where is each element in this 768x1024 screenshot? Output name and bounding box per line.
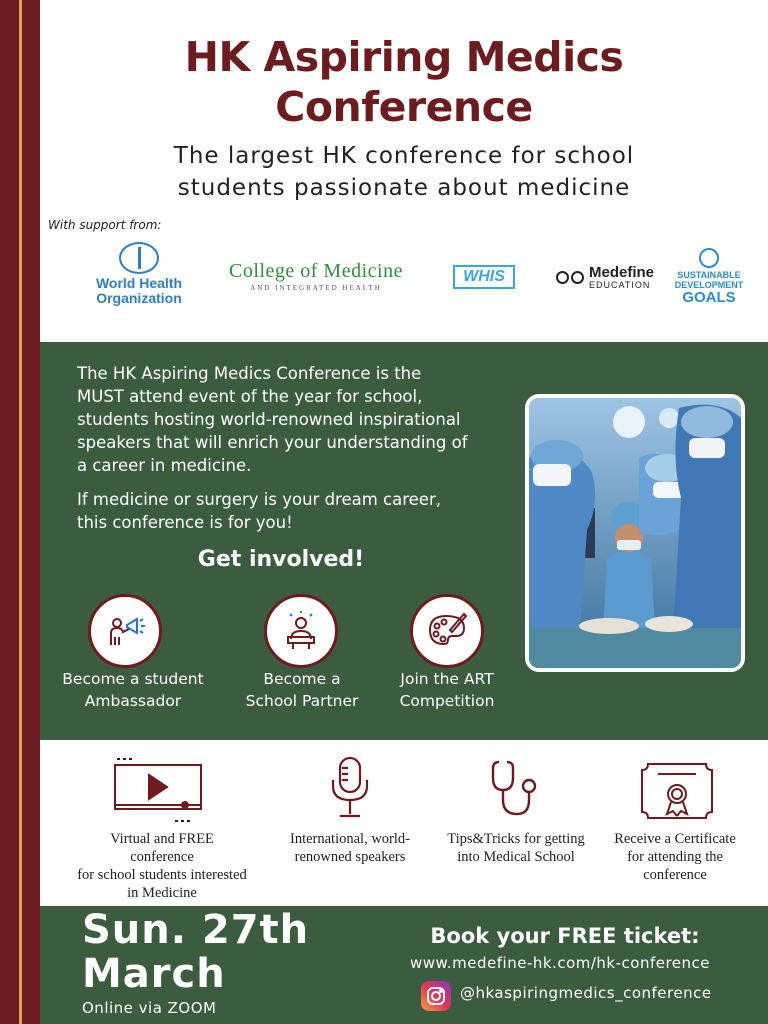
event-date-line-1: Sun. 27th: [82, 907, 310, 953]
intro-text: [77, 362, 469, 545]
speakers-label-line-1: International, world-: [290, 831, 410, 847]
whis-logo-text: WHIS: [453, 265, 515, 289]
college-logo-main: College of Medicine: [229, 260, 403, 282]
title-line-2: Conference: [275, 83, 533, 131]
subtitle-line-1: The largest HK conference for school: [173, 143, 635, 169]
sdg-line-2: DEVELOPMENT: [674, 280, 744, 290]
college-of-medicine-logo: [204, 256, 428, 296]
megaphone-person-icon[interactable]: [88, 594, 162, 668]
tips-tricks-label-line-2: into Medical School: [457, 849, 575, 865]
subtitle-line-2: students passionate about medicine: [177, 175, 631, 201]
art-palette-icon[interactable]: [410, 594, 484, 668]
instagram-handle[interactable]: @hkaspiringmedics_conference: [460, 984, 712, 1002]
medefine-sub: EDUCATION: [588, 279, 651, 290]
subtitle: [40, 140, 768, 204]
left-gold-line: [19, 0, 22, 1024]
medefine-logo-text: [589, 265, 654, 290]
sdg-line-1: SUSTAINABLE: [677, 270, 741, 280]
certificate-icon: [640, 762, 714, 824]
speakers-label: [265, 830, 435, 866]
ambassador-label-line-1: Become a student: [62, 670, 204, 688]
who-emblem-icon: [119, 242, 159, 274]
who-line-1: World Health: [95, 275, 183, 291]
intro-paragraph-1: The HK Aspiring Medics Conference is the MUST attend event of the year for school, students hosting world-renowned inspirational speakers that will enrich your understanding of a career in medicine.: [77, 364, 468, 475]
art-competition-label-line-2: Competition: [399, 692, 495, 710]
who-line-2: Organization: [96, 290, 182, 306]
virtual-free-label-line-1: Virtual and FREE conference: [110, 831, 214, 865]
art-competition-label: [362, 668, 532, 712]
who-logo-text: [96, 276, 182, 306]
virtual-free-label-line-2: for school students interested: [77, 867, 247, 883]
school-partner-label-line-1: Become a: [263, 670, 341, 688]
virtual-free-label: [77, 830, 247, 902]
virtual-free-label-line-3: in Medicine: [127, 885, 197, 901]
event-date: [82, 908, 309, 996]
certificate-label: [590, 830, 760, 884]
event-date-line-2: March: [82, 951, 226, 997]
medefine-name: Medefine: [588, 263, 654, 281]
title-line-1: HK Aspiring Medics: [184, 33, 624, 81]
ambassador-label-line-2: Ambassador: [84, 692, 182, 710]
intro-paragraph-2: If medicine or surgery is your dream career, this conference is for you!: [77, 490, 441, 532]
certificate-label-line-1: Receive a Certificate: [614, 831, 736, 847]
conference-url-link[interactable]: www.medefine-hk.com/hk-conference: [409, 954, 711, 972]
art-competition-label-line-1: Join the ART: [400, 670, 494, 688]
microphone-icon: [328, 756, 372, 824]
medefine-circle-icon: [571, 271, 584, 284]
tips-tricks-label-line-1: Tips&Tricks for getting: [447, 831, 585, 847]
surgery-photo: [525, 394, 745, 672]
page-title: [40, 32, 768, 132]
sdg-logo: [670, 246, 748, 308]
medefine-circle-icon: [556, 271, 569, 284]
who-logo: [86, 238, 192, 310]
stethoscope-icon: [489, 758, 541, 824]
certificate-label-line-2: for attending the: [627, 849, 723, 865]
ambassador-label: [48, 668, 218, 712]
speakers-label-line-2: renowned speakers: [294, 849, 406, 865]
video-player-icon: [113, 755, 205, 831]
get-involved-heading: Get involved!: [197, 547, 365, 572]
instagram-icon[interactable]: [421, 981, 451, 1011]
medefine-logo: [546, 262, 664, 292]
certificate-label-line-3: conference: [643, 867, 707, 883]
college-logo-sub: AND INTEGRATED HEALTH: [250, 284, 382, 292]
school-partner-label-line-2: School Partner: [245, 692, 359, 710]
online-via-zoom: Online via ZOOM: [82, 999, 217, 1017]
book-ticket-heading: Book your FREE ticket:: [430, 924, 700, 948]
sdg-goals: GOALS: [682, 289, 736, 306]
support-label: With support from:: [48, 218, 162, 232]
whis-logo: [444, 258, 524, 296]
un-emblem-icon: [699, 248, 719, 268]
tips-tricks-label: [431, 830, 601, 866]
school-partner-icon[interactable]: [264, 594, 338, 668]
